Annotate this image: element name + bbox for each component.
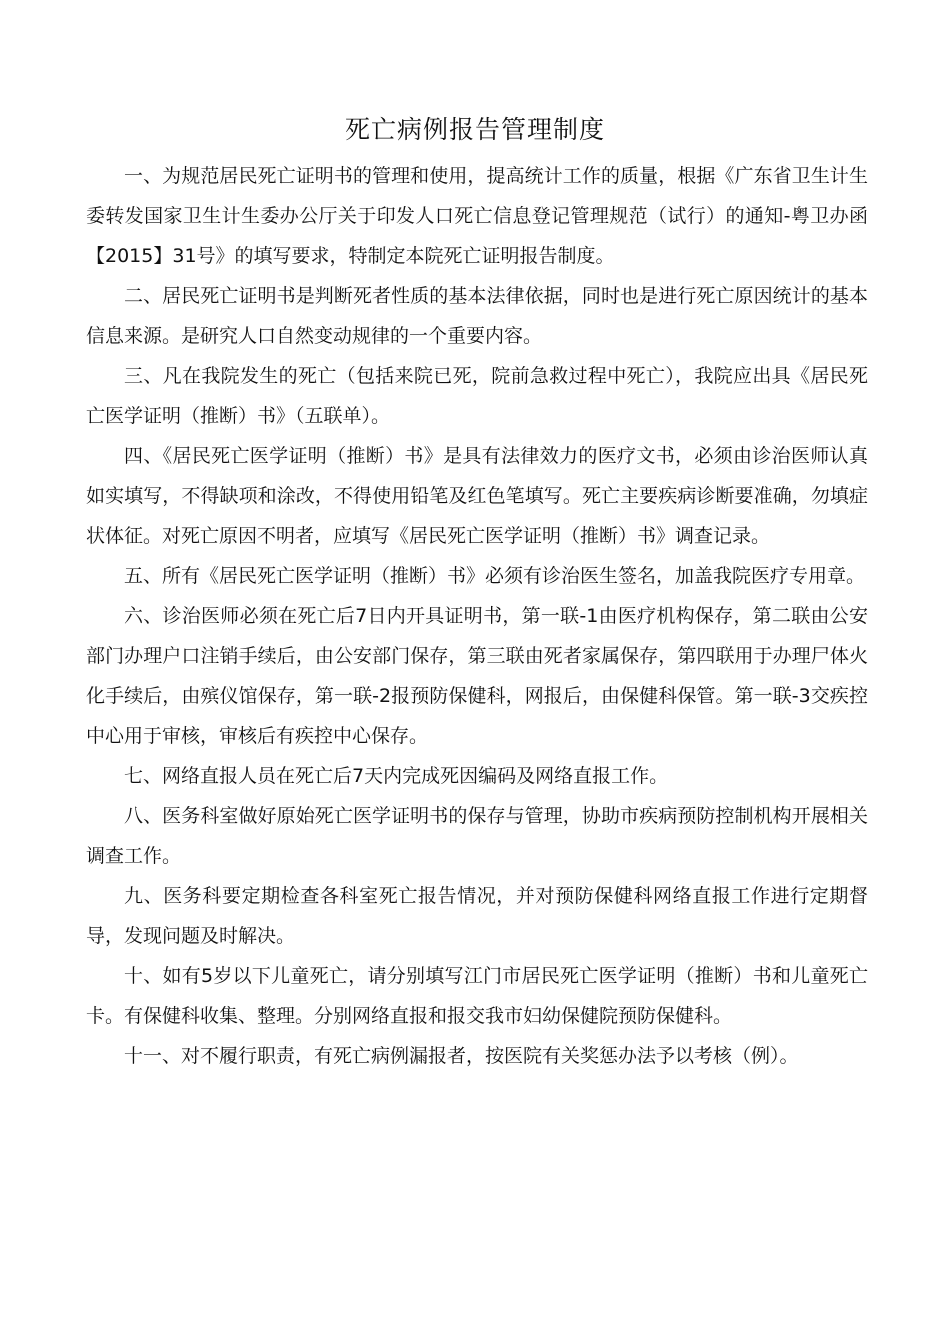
paragraph-10: 十、如有5岁以下儿童死亡，请分别填写江门市居民死亡医学证明（推断）书和儿童死亡卡。有保健科收集、整理。分别网络直报和报交我市妇幼保健院预防保健科。	[86, 965, 868, 1027]
paragraph-5: 五、所有《居民死亡医学证明（推断）书》必须有诊治医生签名，加盖我院医疗专用章。	[124, 565, 866, 587]
paragraph-3: 三、凡在我院发生的死亡（包括来院已死，院前急救过程中死亡），我院应出具《居民死亡医学证明（推断）书》（五联单）。	[86, 365, 868, 427]
paragraph-4: 四、《居民死亡医学证明（推断）书》是具有法律效力的医疗文书，必须由诊治医师认真如实填写，不得缺项和涂改，不得使用铅笔及红色笔填写。死亡主要疾病诊断要准确，勿填症状体征。对死亡原因不明者，应填写《居民死亡医学证明（推断）书》调查记录。	[86, 445, 868, 547]
paragraph-2: 二、居民死亡证明书是判断死者性质的基本法律依据，同时也是进行死亡原因统计的基本信息来源。是研究人口自然变动规律的一个重要内容。	[86, 285, 868, 347]
paragraph-8: 八、医务科室做好原始死亡医学证明书的保存与管理，协助市疾病预防控制机构开展相关调查工作。	[86, 805, 868, 867]
paragraph-1: 一、为规范居民死亡证明书的管理和使用，提高统计工作的质量，根据《广东省卫生计生委转发国家卫生计生委办公厅关于印发人口死亡信息登记管理规范（试行）的通知-粤卫办函【2015】31号》的填写要求，特制定本院死亡证明报告制度。	[86, 165, 868, 267]
paragraph-6: 六、诊治医师必须在死亡后7日内开具证明书，第一联-1由医疗机构保存，第二联由公安部门办理户口注销手续后，由公安部门保存，第三联由死者家属保存，第四联用于办理尸体火化手续后，由殡仪馆保存，第一联-2报预防保健科，网报后，由保健科保管。第一联-3交疾控中心用于审核，审核后有疾控中心保存。	[86, 605, 868, 747]
paragraph-7: 七、网络直报人员在死亡后7天内完成死因编码及网络直报工作。	[124, 765, 669, 787]
document-title: 死亡病例报告管理制度	[344, 115, 605, 144]
document-body	[86, 156, 868, 1076]
paragraph-9: 九、医务科要定期检查各科室死亡报告情况，并对预防保健科网络直报工作进行定期督导，发现问题及时解决。	[86, 885, 868, 947]
paragraph-11: 十一、对不履行职责，有死亡病例漏报者，按医院有关奖惩办法予以考核（例）。	[124, 1045, 799, 1067]
